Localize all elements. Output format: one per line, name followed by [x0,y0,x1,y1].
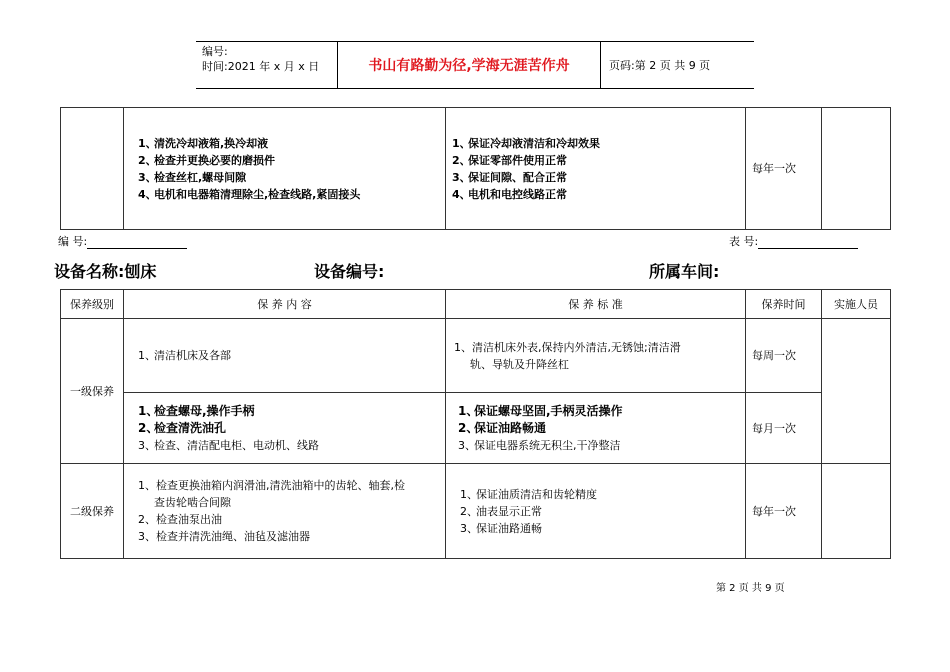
level1-row2-content [124,393,446,464]
number-underline [87,237,187,249]
time-label: 时间:2021 年 x 月 x 日 [202,60,320,73]
list-item: 2、油表显示正常 [460,504,542,518]
header-time: 保养时间 [746,290,822,319]
level2-label: 二级保养 [61,464,124,559]
list-item: 3、检查丝杠,螺母间隙 [138,170,247,184]
header-level: 保养级别 [61,290,124,319]
page-info: 页码:第 2 页 共 9 页 [609,59,711,72]
list-item: 2、检查并更换必要的磨损件 [138,153,275,167]
list-item: 1、保证油质清洁和齿轮精度 [460,487,597,501]
list-item: 1、保证冷却液清洁和冷却效果 [452,136,600,150]
form-number-underline [758,237,858,249]
list-item: 4、电机和电控线路正常 [452,187,567,201]
workshop: 所属车间: [649,262,720,281]
level1-row2-standard [446,393,746,464]
level1-row1-frequency: 每周一次 [746,319,822,393]
table-row [61,464,891,559]
list-item: 1、清洁机床及各部 [138,349,231,362]
list-item: 2、检查清洗油孔 [138,420,227,435]
list-item: 3、保证电器系统无积尘,干净整洁 [458,438,621,452]
table-row [61,393,891,464]
level1-label: 一级保养 [61,319,124,464]
list-item: 1、清洗冷却液箱,换冷却液 [138,136,269,150]
level1-row1-standard: 1、清洁机床外表,保持内外清洁,无锈蚀;清洁滑 轨、导轨及升降丝杠 [446,319,746,393]
level2-content: 1、检查更换油箱内润滑油,清洗油箱中的齿轮、轴套,检 查齿轮啮合间隙 2、检查油泵出油 3、检查并清洗油绳、油毡及滤油器 [124,464,446,559]
number-field: 编 号: [58,233,187,249]
table-row [61,319,891,393]
top-level-cell [61,108,124,230]
maintenance-table [60,289,891,559]
level2-standard [446,464,746,559]
header-meta [196,42,337,88]
list-item: 1、保证螺母坚固,手柄灵活操作 [458,403,623,418]
level2-frequency: 每年一次 [746,464,822,559]
motto: 书山有路勤为径,学海无涯苦作舟 [337,42,601,88]
top-standard-cell [446,108,746,230]
page-footer: 第 2 页 共 9 页 [716,583,785,594]
number-label: 编号: [202,45,228,58]
list-item: 2、保证油路畅通 [458,420,547,435]
equipment-number: 设备编号: [314,262,385,281]
table-header-row [61,290,891,319]
top-frequency: 每年一次 [746,108,822,230]
list-item: 3、保证间隙、配合正常 [452,170,567,184]
list-item: 1、检查螺母,操作手柄 [138,403,255,418]
top-content-cell [124,108,446,230]
list-item: 3、检查、清洁配电柜、电动机、线路 [138,438,319,452]
document-header [196,41,754,89]
header-standard: 保 养 标 准 [446,290,746,319]
top-table [60,107,891,230]
header-content: 保 养 内 容 [124,290,446,319]
list-item: 2、保证零部件使用正常 [452,153,567,167]
level1-person-cell [822,319,891,464]
header-person: 实施人员 [822,290,891,319]
list-item: 4、电机和电器箱清理除尘,检查线路,紧固接头 [138,187,361,201]
list-item: 3、保证油路通畅 [460,521,542,535]
level2-person-cell [822,464,891,559]
top-person-cell [822,108,891,230]
level1-row2-frequency: 每月一次 [746,393,822,464]
equipment-name: 设备名称:刨床 [54,262,157,281]
level1-row1-content [124,319,446,393]
form-number-field: 表 号: [729,233,858,249]
